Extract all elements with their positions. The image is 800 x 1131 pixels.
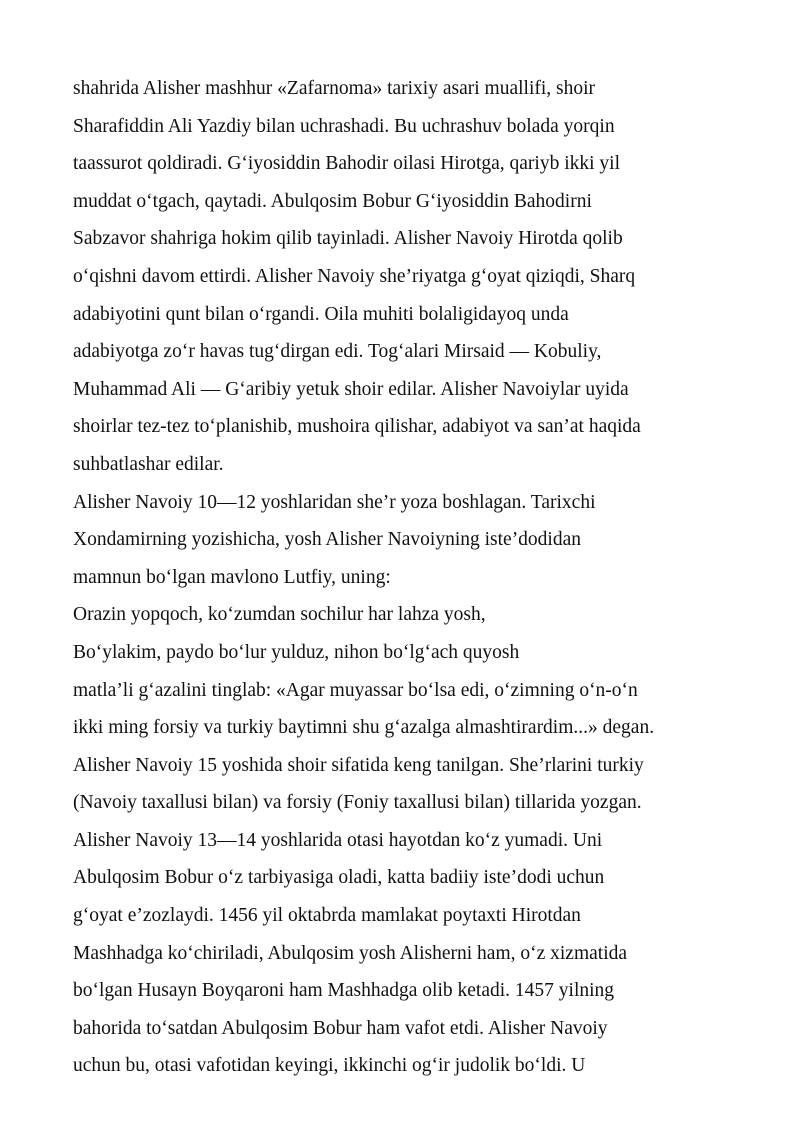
text-line: muddat o‘tgach, qaytadi. Abulqosim Bobur G‘iyosiddin Bahodirni [73,190,592,212]
poem-line: Bo‘ylakim, paydo bo‘lur yulduz, nihon bo‘lg‘ach quyosh [73,641,520,663]
text-line: Sabzavor shahriga hokim qilib tayinladi. Alisher Navoiy Hirotda qolib [73,228,623,250]
text-line: Sharafiddin Ali Yazdiy bilan uchrashadi. Bu uchrashuv bolada yorqin [73,115,615,137]
text-line: shahrida Alisher mashhur «Zafarnoma» tarixiy asari muallifi, shoir [73,78,596,99]
text-line: g‘oyat e’zozlaydi. 1456 yil oktabrda mamlakat poytaxti Hirotdan [73,905,581,927]
text-line: o‘qishni davom ettirdi. Alisher Navoiy she’riyatga g‘oyat qiziqdi, Sharq [73,265,636,287]
document-page [73,70,773,1085]
text-line: ikki ming forsiy va turkiy baytimni shu g‘azalga almashtirardim...» degan. [73,717,655,739]
text-line: Muhammad Ali — G‘aribiy yetuk shoir edilar. Alisher Navoiylar uyida [73,378,629,400]
text-line: suhbatlashar edilar. [73,453,224,475]
text-line: (Navoiy taxallusi bilan) va forsiy (Foniy taxallusi bilan) tillarida yozgan. [73,792,642,814]
text-line: adabiyotga zo‘r havas tug‘dirgan edi. Tog‘alari Mirsaid — Kobuliy, [73,341,602,363]
text-line: shoirlar tez-tez to‘planishib, mushoira qilishar, adabiyot va san’at haqida [73,416,641,438]
text-line: Abulqosim Bobur o‘z tarbiyasiga oladi, katta badiiy iste’dodi uchun [73,867,605,889]
text-line: Xondamirning yozishicha, yosh Alisher Navoiyning iste’dodidan [73,529,582,551]
text-line: Alisher Navoiy 10—12 yoshlaridan she’r yoza boshlagan. Tarixchi [73,491,596,513]
text-line: bo‘lgan Husayn Boyqaroni ham Mashhadga olib ketadi. 1457 yilning [73,980,615,1002]
text-line: taassurot qoldiradi. G‘iyosiddin Bahodir oilasi Hirotga, qariyb ikki yil [73,153,621,175]
text-line: Mashhadga ko‘chiriladi, Abulqosim yosh Alisherni ham, o‘z xizmatida [73,942,628,964]
text-line: mamnun bo‘lgan mavlono Lutfiy, uning: [73,566,391,588]
text-line: matla’li g‘azalini tinglab: «Agar muyassar bo‘lsa edi, o‘zimning o‘n-o‘n [73,679,638,701]
poem-line: Orazin yopqoch, ko‘zumdan sochilur har lahza yosh, [73,604,486,626]
text-line: Alisher Navoiy 15 yoshida shoir sifatida keng tanilgan. She’rlarini turkiy [73,754,644,776]
text-line: Alisher Navoiy 13—14 yoshlarida otasi hayotdan ko‘z yumadi. Uni [73,829,603,851]
text-line: uchun bu, otasi vafotidan keyingi, ikkinchi og‘ir judolik bo‘ldi. U [73,1055,586,1077]
text-line: bahorida to‘satdan Abulqosim Bobur ham vafot etdi. Alisher Navoiy [73,1017,608,1039]
text-line: adabiyotini qunt bilan o‘rgandi. Oila muhiti bolaligidayoq unda [73,303,569,325]
